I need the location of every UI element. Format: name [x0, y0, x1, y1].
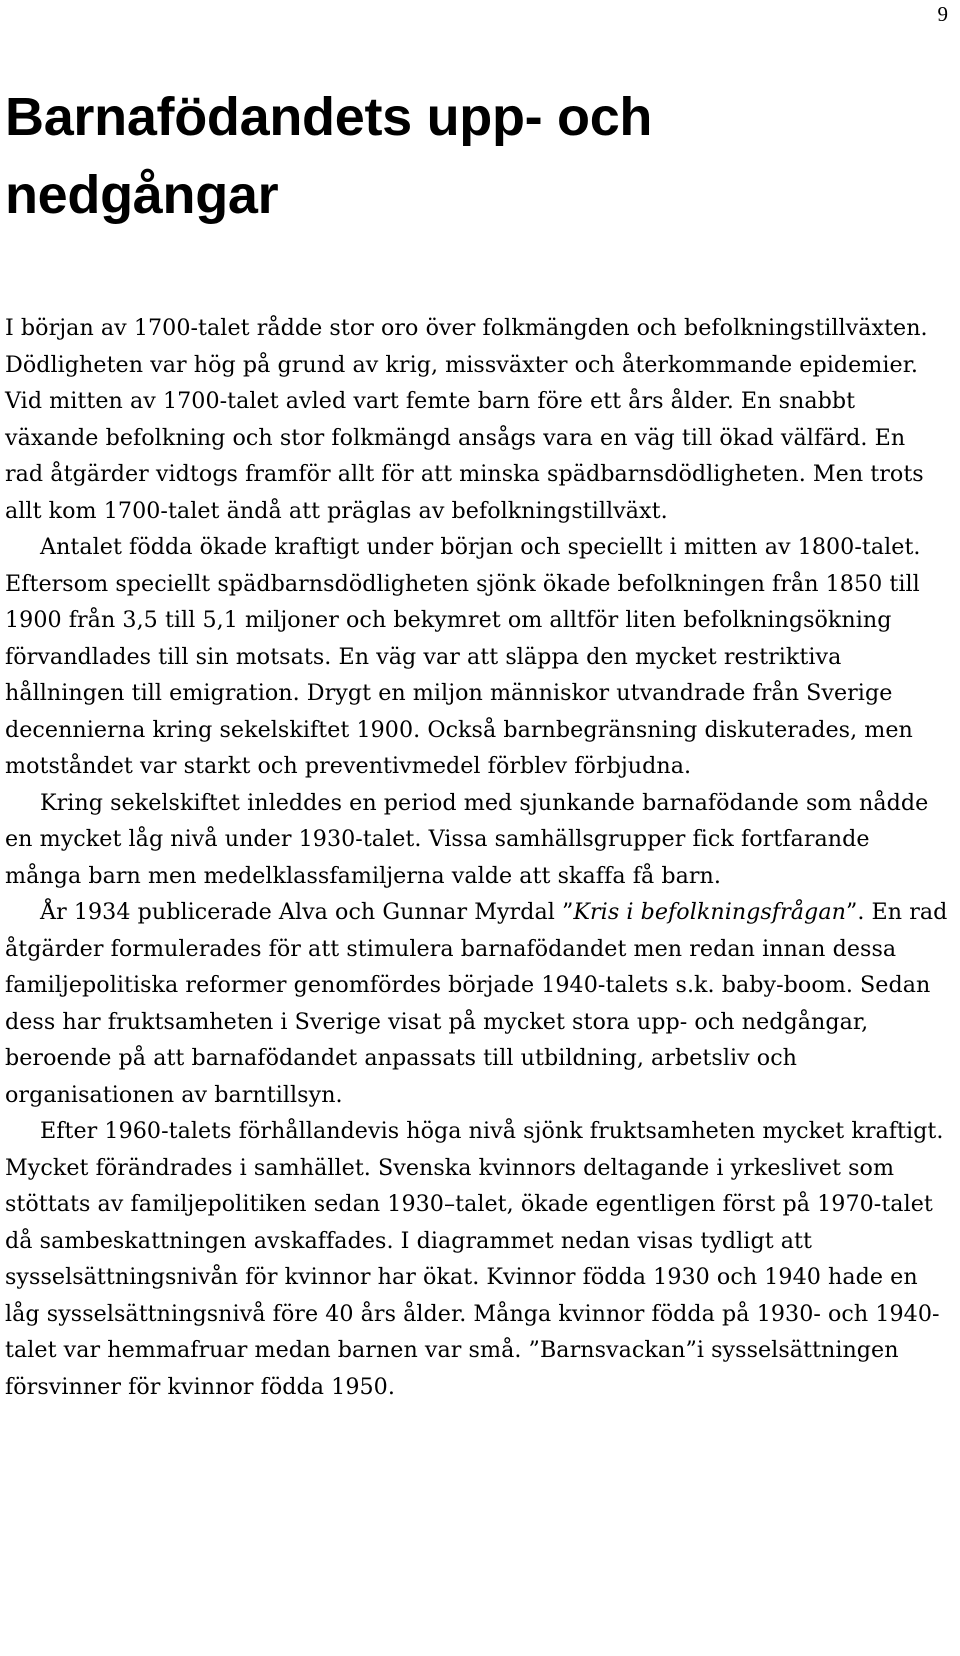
body-text [5, 310, 950, 1405]
paragraph-4 [5, 894, 950, 1113]
paragraph-2: Antalet födda ökade kraftigt under början och speciellt i mitten av 1800-talet. Eftersom speciellt spädbarnsdödligheten sjönk ökade befolkningen från 1850 till 1900 från 3,5 till 5,1 miljoner och bekymret om alltför liten befolkningsökning förvandlades till sin motsats. En väg var att släppa den mycket restriktiva hållningen till emigration. Drygt en miljon människor utvandrade från Sverige decennierna kring sekelskiftet 1900. Också barnbegränsning diskuterades, men motståndet var starkt och preventivmedel förblev förbjudna. [5, 534, 921, 779]
title-line-1: Barnafödandets upp- och [5, 87, 653, 147]
paragraph-4-text-after: ”. En rad åtgärder formulerades för att stimulera barnafödandet men redan innan dessa familjepolitiska reformer genomfördes började 1940-talets s.k. baby-boom. Sedan dess har fruktsamheten i Sverige visat på mycket stora upp- och nedgångar, beroende på att barnafödandet anpassats till utbildning, arbetsliv och organisationen av barntillsyn. [5, 899, 948, 1108]
page-number: 9 [937, 2, 948, 26]
title-line-2: nedgångar [5, 165, 279, 225]
book-title: Kris i befolkningsfrågan [573, 899, 846, 925]
paragraph-3: Kring sekelskiftet inleddes en period med sjunkande barnafödande som nådde en mycket låg nivå under 1930-talet. Vissa samhällsgrupper fick fortfarande många barn men medelklassfamiljerna valde att skaffa få barn. [5, 789, 929, 889]
paragraph-4-text-before: År 1934 publicerade Alva och Gunnar Myrdal ” [40, 899, 574, 925]
page-title [5, 78, 945, 234]
paragraph-1: I början av 1700-talet rådde stor oro över folkmängden och befolkningstillväxten. Dödligheten var hög på grund av krig, missväxter och återkommande epidemier. Vid mitten av 1700-talet avled vart femte barn före ett års ålder. En snabbt växande befolkning och stor folkmängd ansågs vara en väg till ökad välfärd. En rad åtgärder vidtogs framför allt för att minska spädbarnsdödligheten. Men trots allt kom 1700-talet ändå att präglas av befolkningstillväxt. [5, 315, 928, 524]
paragraph-5: Efter 1960-talets förhållandevis höga nivå sjönk fruktsamheten mycket kraftigt. Mycket förändrades i samhället. Svenska kvinnors deltagande i yrkeslivet som stöttats av familjepolitiken sedan 1930–talet, ökade egentligen först på 1970-talet då sambeskattningen avskaffades. I diagrammet nedan visas tydligt att sysselsättningsnivån för kvinnor har ökat. Kvinnor födda 1930 och 1940 hade en låg sysselsättningsnivå före 40 års ålder. Många kvinnor födda på 1930- och 1940-talet var hemmafruar medan barnen var små. ”Barnsvackan”i sysselsättningen försvinner för kvinnor födda 1950. [5, 1118, 944, 1400]
